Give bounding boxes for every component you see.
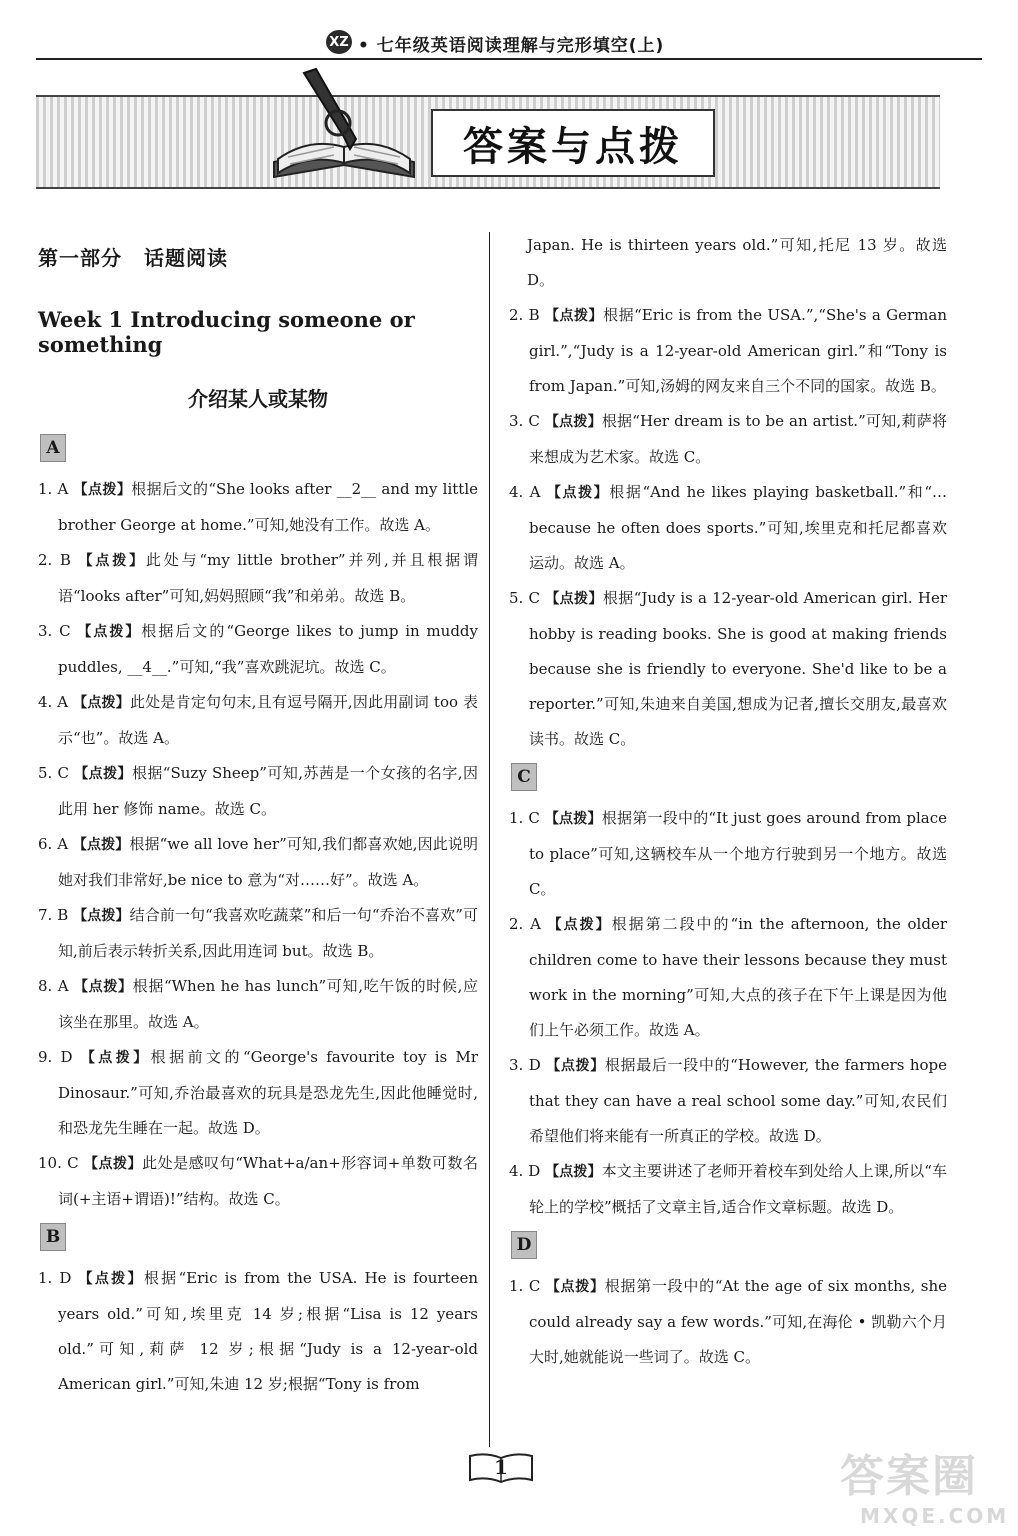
answer-number: 3. D (509, 1056, 541, 1074)
book-title: • 七年级英语阅读理解与完形填空(上) (358, 36, 665, 56)
hint-tag: 【点拨】 (78, 553, 146, 569)
answer-number: 1. D (38, 1269, 72, 1287)
part-title: 第一部分 话题阅读 (38, 246, 228, 270)
hint-tag: 【点拨】 (74, 766, 132, 782)
answer-number: 1. A (38, 480, 69, 498)
hint-tag: 【点拨】 (78, 1271, 144, 1287)
answers-title: 答案与点拨 (463, 123, 683, 170)
answer-item (509, 1269, 947, 1375)
answer-item (38, 1261, 478, 1402)
answer-item (38, 1040, 478, 1146)
answer-item (38, 756, 478, 827)
watermark-en: MXQE.COM (860, 1504, 1010, 1528)
answer-number: 4. A (509, 483, 541, 501)
answer-number: 1. C (509, 1277, 541, 1295)
hint-tag: 【点拨】 (545, 1279, 605, 1295)
answer-item (509, 475, 947, 581)
answer-item (509, 1048, 947, 1154)
answer-item (38, 543, 478, 614)
answer-number: 5. C (38, 764, 69, 782)
answer-number: 3. C (38, 622, 71, 640)
section-label-a: A (40, 434, 66, 462)
answer-explanation: 根据后文的“She looks after __2__ and my little brother George at home.”可知,她没有工作。故选 A。 (58, 480, 478, 534)
hint-tag: 【点拨】 (544, 308, 604, 324)
hint-tag: 【点拨】 (73, 482, 132, 498)
hint-tag: 【点拨】 (72, 837, 130, 853)
hint-tag: 【点拨】 (74, 979, 133, 995)
answer-explanation: 根据“And he likes playing basketball.”和“…because he often does sports.”可知,埃里克和托尼都喜欢运动。故选 A。 (529, 483, 947, 572)
section-label-d: D (511, 1231, 537, 1259)
answer-item (509, 1154, 947, 1225)
answer-explanation: 根据第一段中的“It just goes around from place to place”可知,这辆校车从一个地方行驶到另一个地方。故选 C。 (529, 809, 947, 898)
answer-number: 9. D (38, 1048, 73, 1066)
answer-explanation: 根据“Eric is from the USA. He is fourteen years old.”可知,埃里克 14 岁;根据“Lisa is 12 years old.”可知,莉萨 12 岁;根据“Judy is a 12-year-old American girl.”可知,朱迪 12 岁;根据“Tony is from (58, 1269, 478, 1393)
answer-number: 3. C (509, 412, 540, 430)
hint-tag: 【点拨】 (544, 811, 602, 827)
answer-item (38, 969, 478, 1040)
answer-list-a (38, 472, 478, 1217)
answer-list-b (38, 1261, 478, 1402)
book-and-pen-icon (264, 67, 434, 197)
week-subtitle: 介绍某人或某物 (188, 387, 328, 411)
answer-explanation: 根据“we all love her”可知,我们都喜欢她,因此说明她对我们非常好,be nice to 意为“对……好”。故选 A。 (58, 835, 478, 889)
right-column (509, 228, 947, 1375)
answer-list-d (509, 1269, 947, 1375)
answer-explanation: 根据后文的“George likes to jump in muddy puddles, __4__.”可知,“我”喜欢跳泥坑。故选 C。 (58, 622, 478, 676)
column-divider (489, 232, 490, 1447)
left-column (38, 228, 478, 1402)
answer-explanation: 根据前文的“George's favourite toy is Mr Dinosaur.”可知,乔治最喜欢的玩具是恐龙先生,因此他睡觉时,和恐龙先生睡在一起。故选 D。 (58, 1048, 478, 1137)
answer-explanation: 根据第二段中的“in the afternoon, the older children come to have their lessons because they must work in the morning”可知,大点的孩子在下午上课是因为他们上午必须工作。故选 A。 (529, 915, 948, 1039)
banner-title-box (431, 109, 715, 177)
answer-explanation: 根据“Judy is a 12-year-old American girl. Her hobby is reading books. She is good at making friends because she is friendly to everyone. She'd like to be a reporter.”可知,朱迪来自美国,想成为记者,擅长交朋友,最喜欢读书。故选 C。 (529, 589, 947, 748)
answer-item (509, 907, 947, 1048)
answer-item (38, 685, 478, 756)
answer-item (509, 801, 947, 907)
watermark-cn: 答案圈 (840, 1451, 978, 1502)
section-banner (36, 95, 940, 189)
answer-explanation: 根据“When he has lunch”可知,吃午饭的时候,应该坐在那里。故选 A。 (58, 977, 478, 1031)
answer-explanation: 此处是肯定句句末,且有逗号隔开,因此用副词 too 表示“也”。故选 A。 (58, 693, 478, 747)
hint-tag: 【点拨】 (546, 485, 610, 501)
answer-explanation: 此处是感叹句“What+a/an+形容词+单数可数名词(+主语+谓语)!”结构。故选 C。 (58, 1154, 478, 1208)
answer-explanation: 本文主要讲述了老师开着校车到处给人上课,所以“车轮上的学校”概括了文章主旨,适合作文章标题。故选 D。 (529, 1162, 947, 1216)
answer-item (509, 404, 947, 475)
publisher-logo: XZ (326, 30, 352, 54)
hint-tag: 【点拨】 (547, 917, 612, 933)
answer-number: 6. A (38, 835, 69, 853)
watermark (840, 1440, 1010, 1530)
answer-explanation: 根据第一段中的“At the age of six months, she could already say a few words.”可知,在海伦 • 凯勒六个月大时,她就能说一些词了。故选 C。 (529, 1277, 947, 1366)
answer-item (38, 614, 478, 685)
answer-explanation: 根据“Her dream is to be an artist.”可知,莉萨将来想成为艺术家。故选 C。 (529, 412, 947, 466)
answer-number: 1. C (509, 809, 540, 827)
answer-list-c (509, 801, 947, 1225)
answer-explanation: 结合前一句“我喜欢吃蔬菜”和后一句“乔治不喜欢”可知,前后表示转折关系,因此用连词 but。故选 B。 (58, 906, 478, 960)
answer-item (38, 898, 478, 969)
hint-tag: 【点拨】 (545, 1164, 602, 1180)
answer-item (509, 581, 947, 757)
page-number: 1 (494, 1455, 508, 1479)
answer-number: 2. A (509, 915, 541, 933)
hint-tag: 【点拨】 (545, 591, 603, 607)
hint-tag: 【点拨】 (544, 414, 602, 430)
answer-item (509, 298, 947, 404)
answer-item (38, 472, 478, 543)
answer-number: 2. B (38, 551, 71, 569)
hint-tag: 【点拨】 (83, 1156, 143, 1172)
answer-number: 4. D (509, 1162, 541, 1180)
answer-number: 7. B (38, 906, 69, 924)
hint-tag: 【点拨】 (73, 695, 130, 711)
answer-list-b-cont (509, 298, 947, 757)
section-label-b: B (40, 1223, 66, 1251)
answer-number: 5. C (509, 589, 540, 607)
hint-tag: 【点拨】 (546, 1058, 605, 1074)
answer-number: 8. A (38, 977, 69, 995)
section-label-c: C (511, 763, 537, 791)
answer-item (38, 1146, 478, 1217)
answer-item (38, 827, 478, 898)
hint-tag: 【点拨】 (77, 624, 142, 640)
answer-explanation: 此处与“my little brother”并列,并且根据谓语“looks after”可知,妈妈照顾“我”和弟弟。故选 B。 (58, 551, 478, 605)
page-number-box (466, 1452, 536, 1486)
answer-explanation: 根据“Eric is from the USA.”,“She's a German girl.”,“Judy is a 12-year-old American girl.”和“Tony is from Japan.”可知,汤姆的网友来自三个不同的国家。故选 B。 (529, 306, 948, 395)
continued-answer: Japan. He is thirteen years old.”可知,托尼 13 岁。故选 D。 (527, 236, 947, 289)
hint-tag: 【点拨】 (80, 1050, 151, 1066)
answer-explanation: 根据最后一段中的“However, the farmers hope that they can have a real school some day.”可知,农民们希望他们将来能有一所真正的学校。故选 D。 (529, 1056, 947, 1145)
answer-number: 4. A (38, 693, 69, 711)
running-header (36, 28, 982, 60)
answer-number: 10. C (38, 1154, 79, 1172)
week-title: Week 1 Introducing someone or something (38, 307, 415, 357)
answer-number: 2. B (509, 306, 540, 324)
hint-tag: 【点拨】 (73, 908, 130, 924)
answer-explanation: 根据“Suzy Sheep”可知,苏茜是一个女孩的名字,因此用 her 修饰 name。故选 C。 (58, 764, 478, 818)
